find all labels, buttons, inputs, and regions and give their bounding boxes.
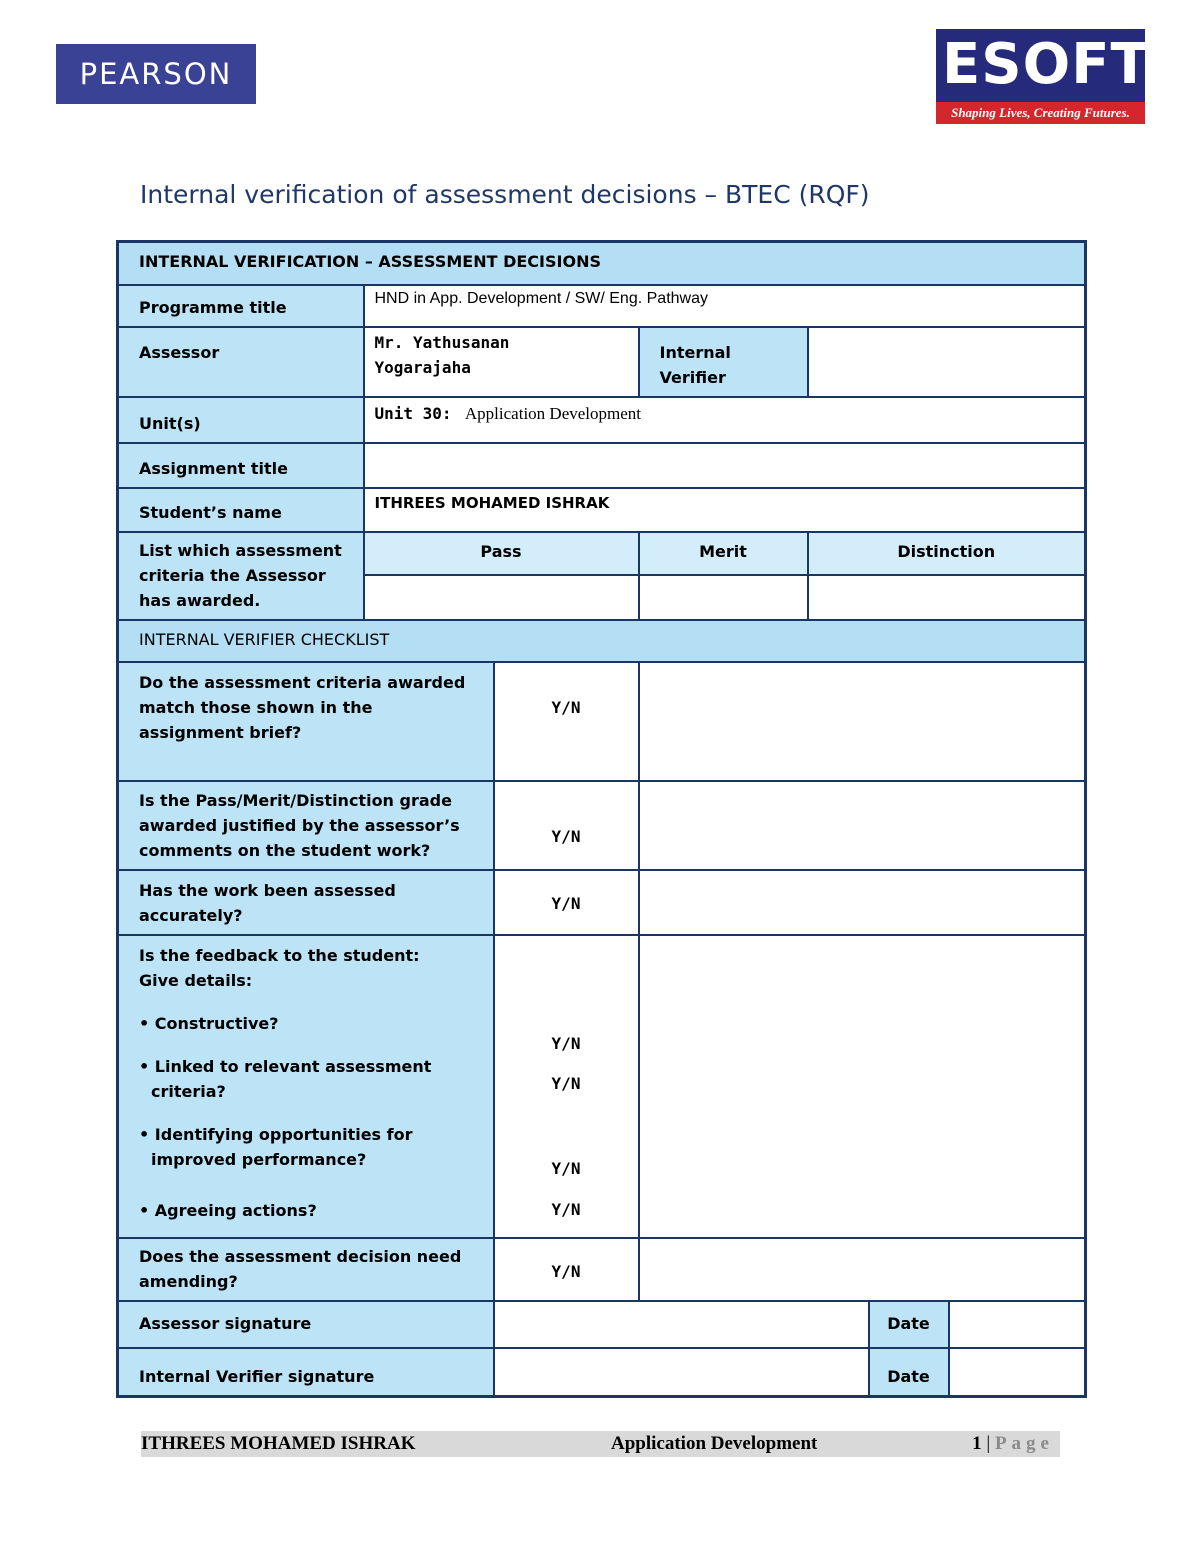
pearson-logo-text: PEARSON xyxy=(79,57,233,91)
section-header-checklist: INTERNAL VERIFIER CHECKLIST xyxy=(118,620,1086,662)
esoft-logo-text: ESOFT xyxy=(942,32,1150,97)
internal-verifier-value[interactable] xyxy=(808,327,1086,397)
checklist-q1-label: Do the assessment criteria awarded match those shown in the assignment brief? xyxy=(118,662,494,781)
feedback-agreeing-actions: • Agreeing actions? xyxy=(139,1200,317,1220)
feedback-agreeing-actions-answer[interactable]: Y/N xyxy=(551,1199,581,1219)
programme-title-value[interactable]: HND in App. Development / SW/ Eng. Pathway xyxy=(364,285,1086,327)
checklist-q4-answers xyxy=(494,935,639,1238)
merit-header: Merit xyxy=(639,532,808,575)
page-footer xyxy=(141,1431,1060,1457)
checklist-q2-label: Is the Pass/Merit/Distinction grade awarded justified by the assessor’s comments on the student work? xyxy=(118,781,494,870)
criteria-awarded-label: List which assessment criteria the Assessor has awarded. xyxy=(118,532,364,620)
pass-header: Pass xyxy=(364,532,639,575)
feedback-opportunities: • Identifying opportunities for improved performance? xyxy=(139,1124,413,1169)
assessor-signature-field[interactable] xyxy=(494,1301,869,1348)
assignment-title-value[interactable] xyxy=(364,443,1086,488)
footer-page-word: Page xyxy=(994,1433,1054,1454)
checklist-q3-answer[interactable]: Y/N xyxy=(494,870,639,935)
checklist-q4-comment[interactable] xyxy=(639,935,1086,1238)
verifier-signature-label: Internal Verifier signature xyxy=(118,1348,494,1397)
distinction-header-label: Distinction xyxy=(897,541,996,561)
programme-title-label: Programme title xyxy=(118,285,364,327)
feedback-constructive: • Constructive? xyxy=(139,1013,279,1033)
checklist-q3-label: Has the work been assessed accurately? xyxy=(118,870,494,935)
verification-form xyxy=(116,240,1087,1398)
assessor-label: Assessor xyxy=(118,327,364,397)
pearson-logo xyxy=(56,44,256,104)
feedback-question: Is the feedback to the student: xyxy=(139,945,420,965)
assignment-title-label: Assignment title xyxy=(118,443,364,488)
checklist-q5-answer[interactable]: Y/N xyxy=(494,1238,639,1301)
assessor-name-line2: Yogarajaha xyxy=(374,357,471,377)
checklist-q4-label xyxy=(118,935,494,1238)
checklist-q5-label: Does the assessment decision need amending? xyxy=(118,1238,494,1301)
assessor-name-line1: Mr. Yathusanan xyxy=(374,332,510,352)
student-name-label: Student’s name xyxy=(118,488,364,532)
esoft-tagline: Shaping Lives, Creating Futures. xyxy=(936,102,1145,124)
verifier-date-label: Date xyxy=(869,1348,949,1397)
page-title: Internal verification of assessment decisions – BTEC (RQF) xyxy=(140,180,870,209)
assessor-date-field[interactable] xyxy=(949,1301,1086,1348)
checklist-q1-answer[interactable]: Y/N xyxy=(494,662,639,781)
footer-separator: | xyxy=(986,1433,991,1454)
feedback-linked-criteria-answer[interactable]: Y/N xyxy=(551,1073,581,1093)
feedback-opportunities-answer[interactable]: Y/N xyxy=(551,1158,581,1178)
internal-verifier-label: Internal Verifier xyxy=(639,327,808,397)
esoft-logo xyxy=(936,29,1150,124)
merit-criteria-value[interactable] xyxy=(639,575,808,620)
checklist-q3-comment[interactable] xyxy=(639,870,1086,935)
verifier-date-field[interactable] xyxy=(949,1348,1086,1397)
checklist-q2-answer[interactable]: Y/N xyxy=(494,781,639,870)
units-label: Unit(s) xyxy=(118,397,364,443)
checklist-q1-comment[interactable] xyxy=(639,662,1086,781)
checklist-q5-comment[interactable] xyxy=(639,1238,1086,1301)
footer-page-indicator xyxy=(972,1431,1054,1457)
pass-criteria-value[interactable] xyxy=(364,575,639,620)
unit-name: Application Development xyxy=(464,403,641,423)
distinction-header xyxy=(808,532,1086,575)
student-name-value[interactable]: ITHREES MOHAMED ISHRAK xyxy=(364,488,1086,532)
feedback-give-details: Give details: xyxy=(139,970,253,990)
feedback-constructive-answer[interactable]: Y/N xyxy=(551,1033,581,1053)
assessor-value[interactable] xyxy=(364,327,639,397)
section-header-assessment: INTERNAL VERIFICATION – ASSESSMENT DECISIONS xyxy=(118,242,1086,285)
footer-unit-name: Application Development xyxy=(611,1433,818,1454)
unit-value[interactable] xyxy=(364,397,1086,443)
feedback-linked-criteria: • Linked to relevant assessment criteria? xyxy=(139,1056,432,1101)
checklist-q2-comment[interactable] xyxy=(639,781,1086,870)
distinction-criteria-value[interactable] xyxy=(808,575,1086,620)
footer-page-number: 1 xyxy=(972,1433,982,1454)
verifier-signature-field[interactable] xyxy=(494,1348,869,1397)
footer-student-name: ITHREES MOHAMED ISHRAK xyxy=(141,1433,416,1454)
assessor-signature-label: Assessor signature xyxy=(118,1301,494,1348)
assessor-date-label: Date xyxy=(869,1301,949,1348)
unit-code: Unit 30: xyxy=(374,403,452,423)
